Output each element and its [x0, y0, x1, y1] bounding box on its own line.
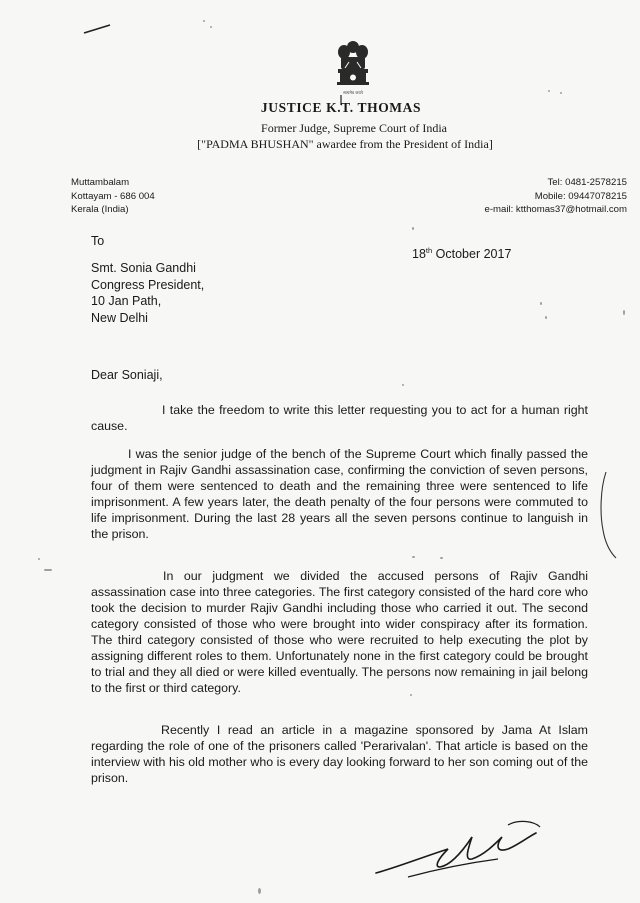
body-paragraph: [91, 568, 588, 696]
telephone: Tel: 0481-2578215: [547, 177, 627, 188]
recipient-block: [91, 260, 204, 326]
signature: [368, 815, 558, 885]
salutation: Dear Soniaji,: [91, 368, 163, 382]
speck: [560, 92, 562, 94]
recipient-name: Smt. Sonia Gandhi: [91, 261, 196, 275]
speck: [258, 888, 261, 894]
speck: [44, 569, 52, 571]
paragraph-text: Recently I read an article in a magazine sponsored by Jama At Islam regarding the role of one of the prisoners called 'Perarivalan'. That article is based on the interview with his old mother who is every day looking forward to her son coming out of the prison.: [91, 723, 588, 785]
paragraph-text: I was the senior judge of the bench of the Supreme Court which finally passed the judgment in Rajiv Gandhi assassination case, confirming the conviction of seven persons, four of them were sentenced to death and the remaining three were sentenced to life imprisonment. A few years later, the death penalty of the four persons were commuted to life imprisonment. During the last 28 years all the seven persons continue to languish in the prison.: [91, 447, 588, 541]
email: e-mail: ktthomas37@hotmail.com: [484, 204, 627, 215]
speck: [412, 227, 414, 230]
letter-date: [412, 246, 511, 261]
speck: [203, 20, 205, 22]
paragraph-text: I take the freedom to write this letter requesting you to act for a human right cause.: [91, 403, 588, 433]
speck: [210, 26, 212, 28]
speck: [545, 316, 547, 319]
state-emblem-icon: [333, 38, 373, 94]
recipient-city: New Delhi: [91, 310, 148, 325]
scan-mark: [82, 22, 112, 36]
speck: [440, 557, 443, 559]
mobile: Mobile: 09447078215: [534, 190, 627, 202]
sender-contact: [484, 176, 627, 217]
body-paragraph: [91, 446, 588, 542]
speck: [412, 556, 415, 558]
speck: [623, 310, 625, 315]
to-label: To: [91, 234, 105, 248]
speck: [38, 558, 40, 560]
recipient-street: 10 Jan Path,: [91, 294, 162, 308]
speck: [402, 384, 404, 386]
date-day: 18: [412, 247, 426, 262]
sender-address: [71, 176, 155, 217]
letterhead-award: ["PADMA BHUSHAN" awardee from the President of India]: [197, 137, 493, 151]
address-line: Kerala (India): [71, 204, 129, 215]
speck: [548, 90, 550, 92]
address-line: Muttambalam: [71, 177, 130, 188]
address-line: Kottayam - 686 004: [71, 190, 155, 202]
speck: [540, 302, 542, 305]
body-paragraph: [91, 402, 588, 434]
body-paragraph: [91, 722, 588, 786]
margin-bracket-mark: [596, 470, 620, 560]
date-suffix: th: [425, 246, 433, 255]
date-month-year: October 2017: [432, 247, 512, 262]
recipient-title: Congress President,: [91, 277, 205, 292]
letterhead-position: Former Judge, Supreme Court of India: [261, 121, 447, 135]
paragraph-text: In our judgment we divided the accused persons of Rajiv Gandhi assassination case into three categories. The first category consisted of the hard core who took the decision to murder Rajiv Gandhi including those who carried it out. The second category consisted of those who were brought into wider conspiracy after its formation. The third category consisted of those who were recruited to help executing the plot by assigning different roles to them. Unfortunately none in the first category could be brought to trial and they all died or were killed eventually. The persons now remaining in jail belong to the first or third category.: [91, 569, 588, 695]
letterhead-name: JUSTICE K.T. THOMAS: [260, 100, 422, 115]
emblem-caption: सत्यमेव जयते: [343, 90, 363, 95]
